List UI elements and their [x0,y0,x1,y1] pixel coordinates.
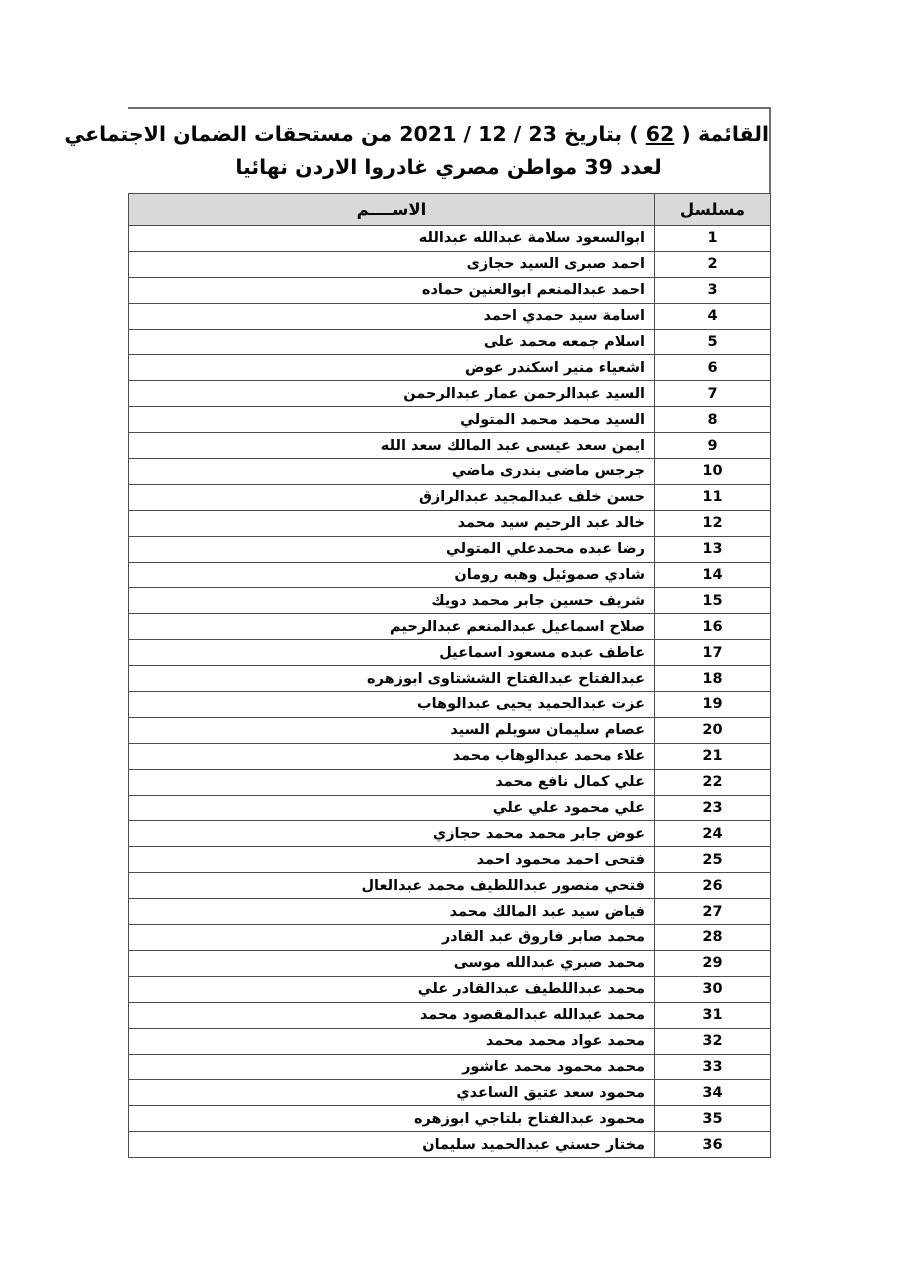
table-row [129,821,771,847]
table-row [129,407,771,433]
table-row [129,925,771,951]
name-cell: فتحي منصور عبداللطيف محمد عبدالعال [129,873,655,899]
serial-cell: 8 [655,407,771,433]
name-cell: مختار حسني عبدالحميد سليمان [129,1132,655,1158]
names-table [128,193,771,1158]
table-row [129,381,771,407]
table-row [129,1054,771,1080]
serial-cell: 9 [655,433,771,459]
name-cell: محمود عبدالفتاح بلتاجي ابوزهره [129,1106,655,1132]
table-row [129,692,771,718]
table-row [129,329,771,355]
table-row [129,562,771,588]
serial-cell: 35 [655,1106,771,1132]
serial-cell: 20 [655,717,771,743]
table-row [129,769,771,795]
table-row [129,484,771,510]
serial-cell: 13 [655,536,771,562]
serial-cell: 14 [655,562,771,588]
table-body [129,226,771,1158]
table-row [129,640,771,666]
name-cell: السيد محمد محمد المتولي [129,407,655,433]
name-cell: احمد صبرى السيد حجازى [129,251,655,277]
column-header-serial: مسلسل [655,194,771,226]
name-cell: عوض جابر محمد محمد حجازي [129,821,655,847]
title-line-2: لعدد 39 مواطن مصري غادروا الاردن نهائيا [235,155,662,179]
document-title-block [64,107,771,193]
serial-cell: 28 [655,925,771,951]
table-row [129,459,771,485]
serial-cell: 33 [655,1054,771,1080]
name-cell: محمد صبري عبدالله موسى [129,950,655,976]
serial-cell: 1 [655,226,771,252]
name-cell: حسن خلف عبدالمجيد عبدالرازق [129,484,655,510]
title-line-1 [64,118,769,151]
serial-cell: 25 [655,847,771,873]
name-cell: عاطف عبده مسعود اسماعيل [129,640,655,666]
table-row [129,588,771,614]
name-cell: رضا عبده محمدعلي المتولي [129,536,655,562]
serial-cell: 23 [655,795,771,821]
serial-cell: 24 [655,821,771,847]
serial-cell: 15 [655,588,771,614]
name-cell: فتحى احمد محمود احمد [129,847,655,873]
name-cell: ابوالسعود سلامة عبدالله عبدالله [129,226,655,252]
table-row [129,666,771,692]
table-row [129,795,771,821]
name-cell: خالد عبد الرحيم سيد محمد [129,510,655,536]
table-row [129,976,771,1002]
table-row [129,251,771,277]
name-cell: محمد محمود محمد عاشور [129,1054,655,1080]
table-header-row [129,194,771,226]
table-row [129,1132,771,1158]
serial-cell: 5 [655,329,771,355]
table-row [129,1002,771,1028]
name-cell: محمد عواد محمد محمد [129,1028,655,1054]
table-row [129,717,771,743]
serial-cell: 31 [655,1002,771,1028]
column-header-name: الاســــم [129,194,655,226]
list-number: 62 [645,122,675,146]
table-row [129,277,771,303]
table-row [129,899,771,925]
serial-cell: 12 [655,510,771,536]
name-cell: محمد عبدالله عبدالمقصود محمد [129,1002,655,1028]
name-cell: جرجس ماضى بندرى ماضي [129,459,655,485]
name-cell: عبدالفتاح عبدالفتاح الششتاوى ابوزهره [129,666,655,692]
table-row [129,950,771,976]
name-cell: اسامة سيد حمدي احمد [129,303,655,329]
serial-cell: 18 [655,666,771,692]
name-cell: محمد عبداللطيف عبدالقادر علي [129,976,655,1002]
serial-cell: 34 [655,1080,771,1106]
table-row [129,1028,771,1054]
table-row [129,355,771,381]
name-cell: شريف حسين جابر محمد دويك [129,588,655,614]
serial-cell: 7 [655,381,771,407]
name-cell: ايمن سعد عيسى عبد المالك سعد الله [129,433,655,459]
table-row [129,536,771,562]
serial-cell: 2 [655,251,771,277]
serial-cell: 29 [655,950,771,976]
table-row [129,433,771,459]
serial-cell: 3 [655,277,771,303]
name-cell: علي كمال نافع محمد [129,769,655,795]
serial-cell: 26 [655,873,771,899]
table-row [129,1106,771,1132]
serial-cell: 16 [655,614,771,640]
name-cell: اشعياء منير اسكندر عوض [129,355,655,381]
serial-cell: 4 [655,303,771,329]
name-cell: محمود سعد عتيق الساعدي [129,1080,655,1106]
table-row [129,303,771,329]
title-prefix: القائمة ( [674,122,769,146]
table-row [129,1080,771,1106]
table-row [129,614,771,640]
serial-cell: 30 [655,976,771,1002]
serial-cell: 21 [655,743,771,769]
serial-cell: 6 [655,355,771,381]
name-cell: صلاح اسماعيل عبدالمنعم عبدالرحيم [129,614,655,640]
serial-cell: 27 [655,899,771,925]
serial-cell: 19 [655,692,771,718]
table-row [129,743,771,769]
serial-cell: 10 [655,459,771,485]
name-cell: السيد عبدالرحمن عمار عبدالرحمن [129,381,655,407]
name-cell: اسلام جمعه محمد على [129,329,655,355]
name-cell: محمد صابر فاروق عبد القادر [129,925,655,951]
name-cell: فياض سيد عبد المالك محمد [129,899,655,925]
table-row [129,510,771,536]
document-content [64,107,771,1158]
table-row [129,847,771,873]
table-row [129,226,771,252]
title-suffix: ) بتاريخ 23 / 12 / 2021 من مستحقات الضمان الاجتماعي [64,122,646,146]
serial-cell: 36 [655,1132,771,1158]
name-cell: احمد عبدالمنعم ابوالعنين حماده [129,277,655,303]
serial-cell: 32 [655,1028,771,1054]
serial-cell: 11 [655,484,771,510]
name-cell: علي محمود علي علي [129,795,655,821]
name-cell: شادي صموئيل وهبه رومان [129,562,655,588]
name-cell: عصام سليمان سويلم السيد [129,717,655,743]
serial-cell: 22 [655,769,771,795]
serial-cell: 17 [655,640,771,666]
name-cell: علاء محمد عبدالوهاب محمد [129,743,655,769]
name-cell: عزت عبدالحميد يحيى عبدالوهاب [129,692,655,718]
table-row [129,873,771,899]
